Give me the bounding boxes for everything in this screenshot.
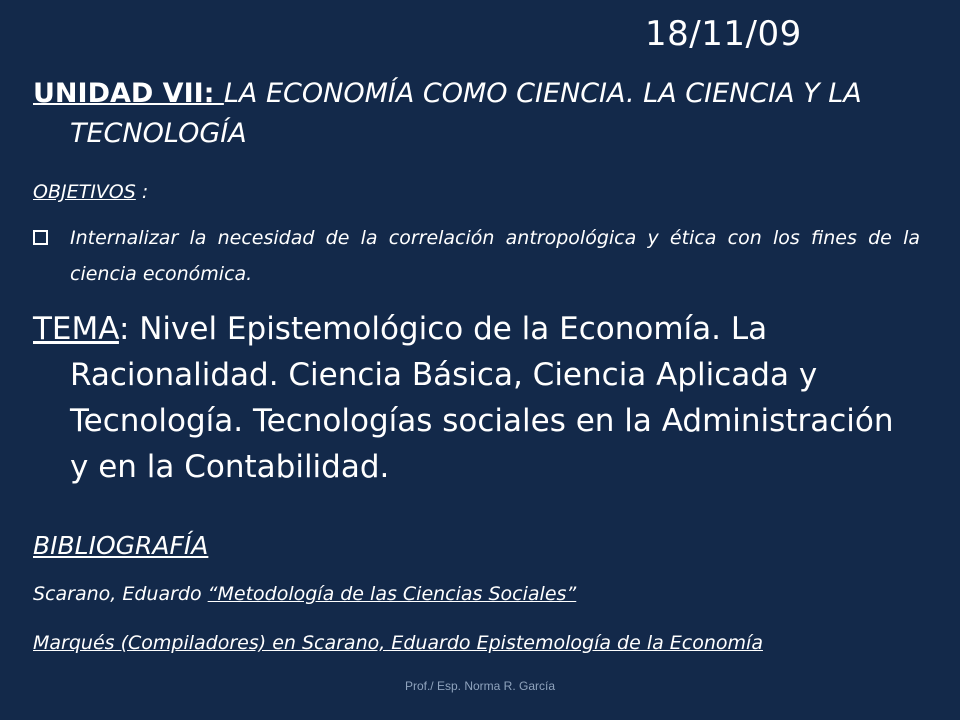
unit-label: UNIDAD VII: [33, 78, 224, 109]
slide-date: 18/11/09 [645, 14, 802, 54]
objectives-suffix: : [135, 181, 149, 203]
ref1-title: “Metodología de las Ciencias Sociales” [207, 583, 577, 605]
objective-bullet [33, 220, 920, 292]
objectives-label: OBJETIVOS [33, 181, 136, 203]
slide-footer: Prof./ Esp. Norma R. García [404, 679, 556, 693]
objectives-heading [33, 178, 920, 206]
ref1-author: Scarano, Eduardo [33, 583, 208, 605]
unit-heading [33, 74, 920, 154]
unit-title: LA ECONOMÍA COMO CIENCIA. LA CIENCIA Y LA TECNOLOGÍA [70, 78, 862, 149]
bibliography-ref-1 [33, 580, 920, 608]
objective-text: Internalizar la necesidad de la correlación antropológica y ética con los fines de la ciencia económica. [70, 227, 920, 285]
checkbox-bullet-icon [33, 230, 48, 245]
tema-text: : Nivel Epistemológico de la Economía. La Racionalidad. Ciencia Básica, Ciencia Aplicada y Tecnología. Tecnologías sociales en la Administración y en la Contabilidad. [70, 311, 894, 485]
bibliography-ref-2: Marqués (Compiladores) en Scarano, Eduardo Epistemología de la Economía [33, 632, 763, 654]
tema-paragraph [33, 306, 920, 490]
bibliography-heading: BIBLIOGRAFÍA [33, 531, 209, 560]
tema-label: TEMA [33, 311, 119, 347]
